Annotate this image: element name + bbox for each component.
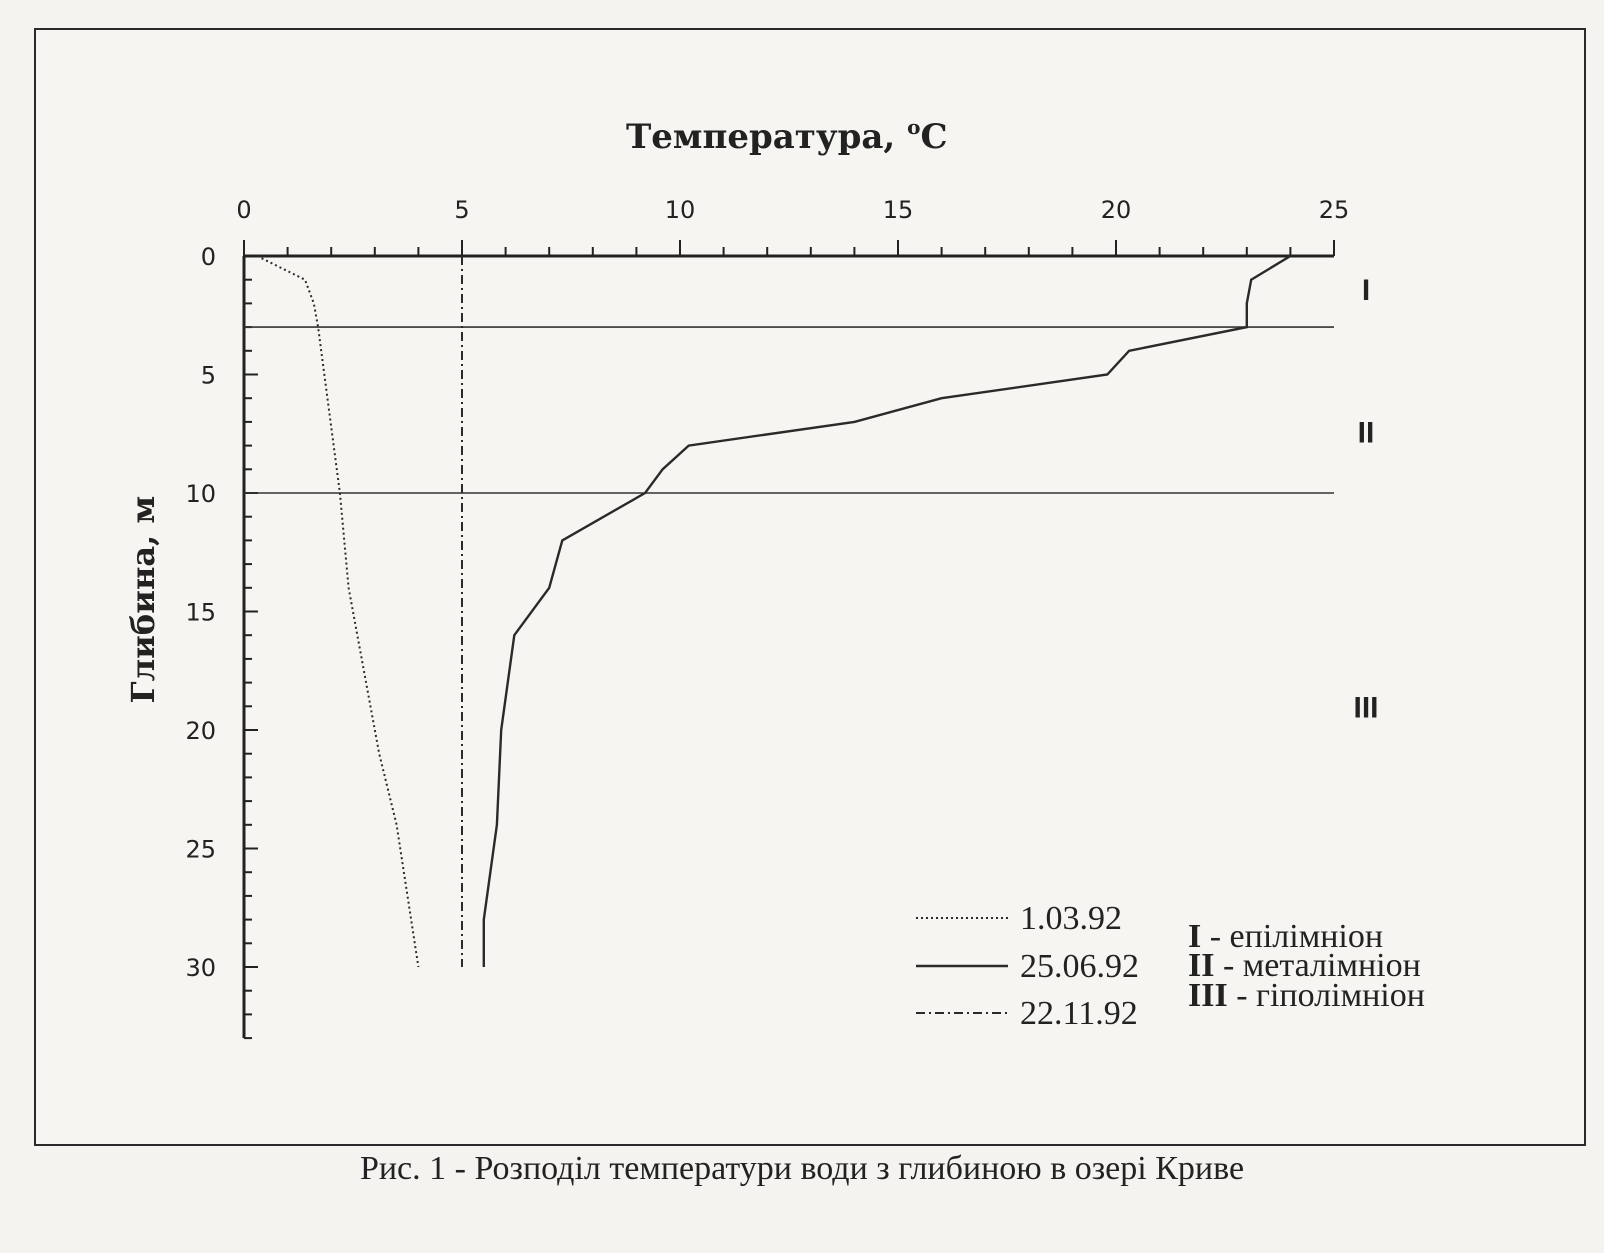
zone-legend-entry: I - епілімніон: [1188, 918, 1384, 955]
legend-label: 1.03.92: [1020, 900, 1122, 937]
y-tick-label: 0: [200, 243, 216, 271]
y-tick-label: 15: [185, 598, 216, 627]
x-tick-label: 25: [1318, 196, 1350, 224]
zone-label-iii: III: [1353, 691, 1379, 725]
temperature-depth-chart: [36, 30, 1588, 1148]
x-tick-label: 10: [664, 196, 696, 224]
x-tick-label: 0: [236, 196, 252, 224]
y-tick-label: 10: [185, 480, 216, 508]
y-tick-label: 20: [185, 717, 216, 745]
zone-legend-entry: III - гіполімніон: [1188, 977, 1425, 1014]
y-tick-label: 25: [185, 835, 216, 864]
zone-label-ii: II: [1357, 416, 1375, 450]
legend-label: 25.06.92: [1020, 948, 1139, 985]
x-tick-label: 20: [1100, 196, 1132, 224]
zone-legend-entry: II - металімніон: [1188, 947, 1421, 984]
figure-caption: Рис. 1 - Розподіл температури води з глибиною в озері Криве: [359, 1150, 1245, 1187]
legend-label: 22.11.92: [1020, 995, 1138, 1032]
chart-title: Температура, $^o$C: [626, 115, 948, 157]
y-tick-label: 5: [200, 361, 216, 390]
y-axis-label: Глибина, м: [124, 495, 162, 704]
x-tick-label: 15: [882, 196, 914, 224]
series-line-dotted: [257, 256, 418, 967]
series-line-solid: [484, 256, 1291, 967]
y-tick-label: 30: [185, 954, 216, 982]
x-tick-label: 5: [454, 196, 470, 224]
figure-frame: [34, 28, 1586, 1146]
zone-label-i: I: [1361, 274, 1371, 308]
